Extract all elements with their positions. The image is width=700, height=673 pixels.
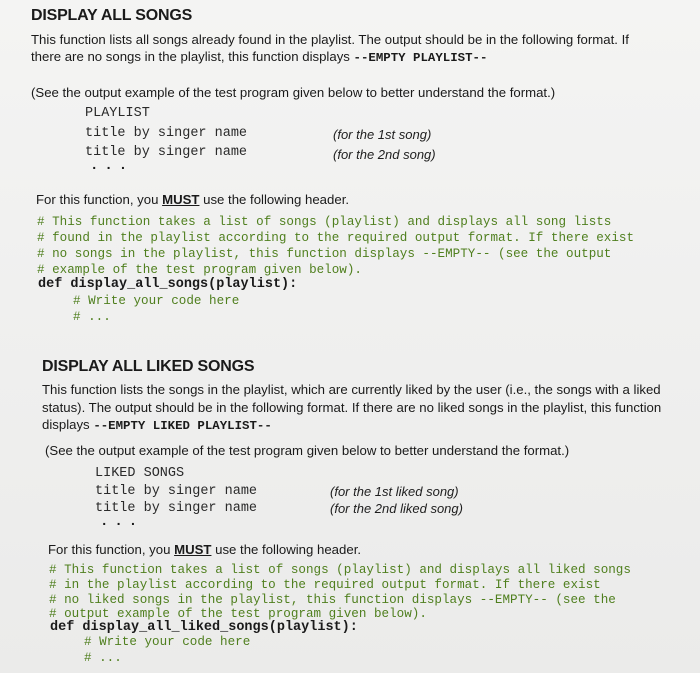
- section1-header-instruction: [36, 191, 349, 208]
- liked-format-ellipsis: ...: [100, 514, 144, 530]
- function-def-display-all-songs: def display_all_songs(playlist):: [38, 277, 298, 292]
- instruction-text-b: use the following header.: [199, 192, 350, 207]
- must-emphasis-2: MUST: [174, 542, 212, 557]
- format-header-liked-songs: LIKED SONGS: [95, 466, 185, 481]
- instruction-text-a: For this function, you: [36, 192, 163, 207]
- instruction2-text-a: For this function, you: [48, 542, 175, 557]
- must-emphasis: MUST: [162, 192, 200, 207]
- section1-see-note: (See the output example of the test program given below to better understand the format.): [31, 85, 556, 100]
- code2-body-comment1: # Write your code here: [84, 635, 251, 649]
- section2-description-line2: status). The output should be in the following format. If there are no liked songs in the playlist, this function: [42, 400, 662, 415]
- empty-liked-playlist-code: --EMPTY LIKED PLAYLIST--: [93, 419, 272, 433]
- code-comment-line4: # example of the test program given below).: [37, 263, 362, 277]
- instruction2-text-b: use the following header.: [211, 542, 362, 557]
- code-body-comment2: # ...: [73, 310, 111, 324]
- code-body-comment1: # Write your code here: [73, 294, 240, 308]
- empty-playlist-code: --EMPTY PLAYLIST--: [353, 51, 488, 65]
- note-second-song: (for the 2nd song): [333, 147, 436, 162]
- section2-header-instruction: [48, 541, 361, 558]
- section1-description-line2: [31, 48, 487, 67]
- code-comment-line3: # no songs in the playlist, this function displays --EMPTY-- (see the output: [37, 247, 612, 261]
- section2-description-line3: [42, 416, 272, 435]
- code2-body-comment2: # ...: [84, 651, 122, 665]
- section-heading-display-all-songs: DISPLAY ALL SONGS: [31, 7, 193, 24]
- note-second-liked-song: (for the 2nd liked song): [330, 501, 463, 516]
- liked-format-line-2: title by singer name: [95, 501, 258, 516]
- code-comment-line1: # This function takes a list of songs (playlist) and displays all song lists: [37, 215, 612, 229]
- section2-see-note: (See the output example of the test program given below to better understand the format.): [45, 443, 570, 458]
- note-first-liked-song: (for the 1st liked song): [330, 484, 459, 499]
- code2-comment-line1: # This function takes a list of songs (playlist) and displays all liked songs: [49, 563, 631, 577]
- section1-description-text: there are no songs in the playlist, this function displays: [31, 49, 354, 64]
- format-header-playlist: PLAYLIST: [85, 106, 150, 121]
- format-line-2: title by singer name: [85, 145, 248, 160]
- code2-comment-line2: # in the playlist according to the required output format. If there exist: [49, 578, 601, 592]
- liked-format-line-1: title by singer name: [95, 484, 258, 499]
- section2-description-line1: This function lists the songs in the playlist, which are currently liked by the user (i.e., the songs with a liked: [42, 382, 661, 397]
- function-def-display-all-liked-songs: def display_all_liked_songs(playlist):: [50, 620, 358, 635]
- note-first-song: (for the 1st song): [333, 127, 432, 142]
- section-heading-display-all-liked-songs: DISPLAY ALL LIKED SONGS: [42, 358, 255, 375]
- code-comment-line2: # found in the playlist according to the required output format. If there exist: [37, 231, 635, 245]
- section2-description-text: displays: [42, 417, 94, 432]
- code2-comment-line4: # output example of the test program given below).: [49, 607, 427, 621]
- format-ellipsis: ...: [90, 158, 134, 174]
- section1-description-line1: This function lists all songs already found in the playlist. The output should be in the following format. If: [31, 32, 629, 47]
- format-line-1: title by singer name: [85, 126, 248, 141]
- code2-comment-line3: # no liked songs in the playlist, this function displays --EMPTY-- (see the: [49, 593, 616, 607]
